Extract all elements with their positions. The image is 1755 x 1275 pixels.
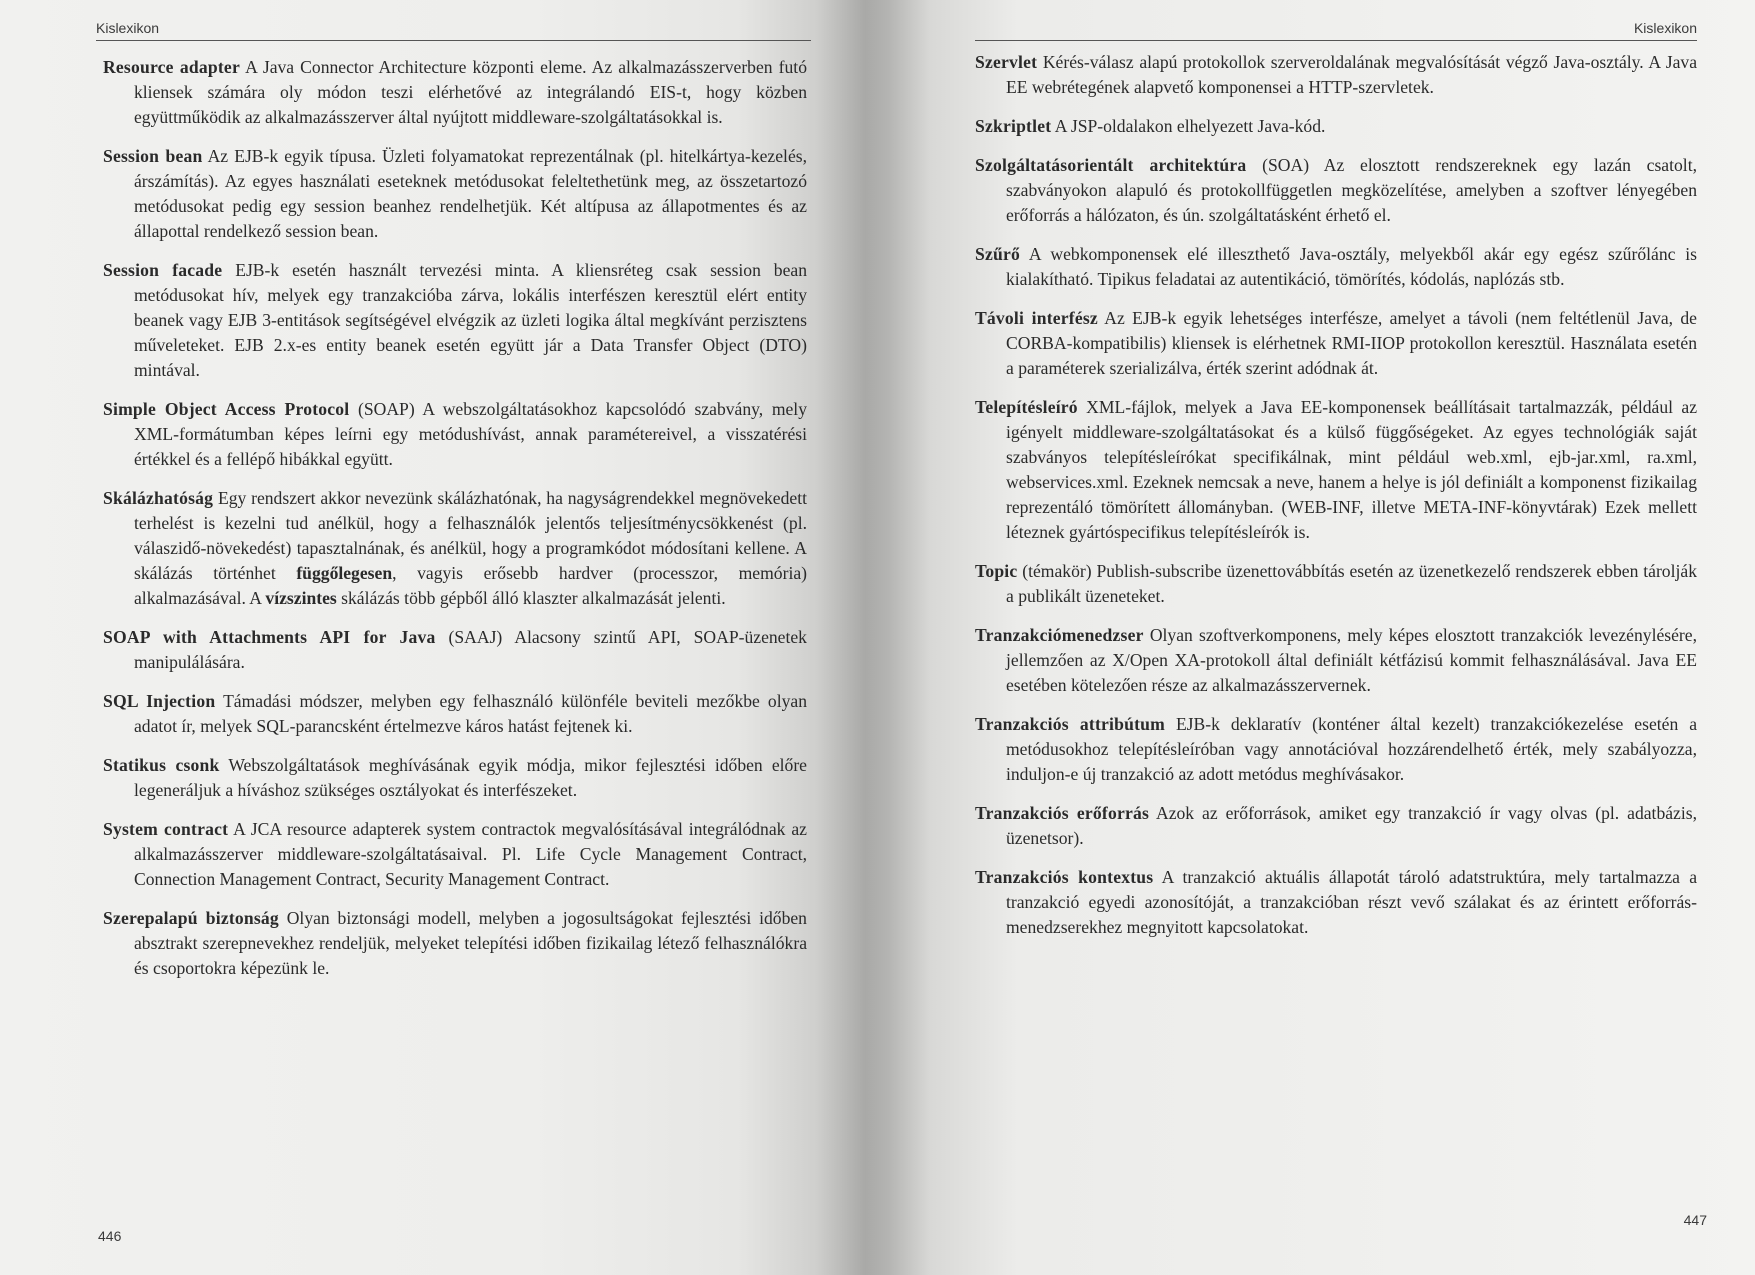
glossary-entry [103,753,807,803]
entry-definition: Olyan biztonsági modell, melyben a jogosultságokat fejlesztési időben absztrakt szerepnevekhez rendeljük, melyeket telepítési időben fizikailag létező felhasználókra és csoportokra képezünk le. [134,908,807,978]
glossary-entry [975,395,1697,545]
entry-term: Tranzakciómenedzser [975,625,1144,645]
glossary-entry [975,623,1697,698]
entry-term: Skálázhatóság [103,488,214,508]
glossary-entry [103,397,807,472]
entry-term: Resource adapter [103,57,240,77]
glossary-entry [103,625,807,675]
entry-term: Távoli interfész [975,308,1098,328]
entry-term: Telepítésleíró [975,397,1078,417]
glossary-entry [103,144,807,244]
entry-definition: A webkomponensek elé illeszthető Java-osztály, melyekből akár egy egész szűrőlánc is kialakítható. Tipikus feladatai az autentikáció, tömörítés, kódolás, naplózás stb. [1006,244,1697,289]
entry-definition: Az EJB-k egyik lehetséges interfésze, amelyet a távoli (nem feltétlenül Java, de CORBA-kompatibilis) kliensek is elérhetnek RMI-IIOP protokollon keresztül. Használata esetén a paraméterek szerializálva, érték szerint adódnak át. [1006,308,1697,378]
left-page [0,0,860,1275]
glossary-entry [975,242,1697,292]
header-rule [96,40,811,41]
entry-term: Session facade [103,260,223,280]
entry-definition: Olyan szoftverkomponens, mely képes elosztott tranzakciók levezénylésére, jellemzően az X/Open XA-protokoll által definiált kétfázisú kommit felhasználásával. Java EE esetében kötelezően része az alkalmazásszervernek. [1006,625,1697,695]
entry-term: Szolgáltatásorientált architektúra [975,155,1247,175]
emphasis-term: függőlegesen [296,563,393,583]
glossary-entry [975,559,1697,609]
entry-definition: EJB-k deklaratív (konténer által kezelt) tranzakciókezelése esetén a metódusokhoz telepítésleíróban vagy annotációval hozzárendelhető érték, mely szabályozza, induljon-e új tranzakció az adott metódus meghívásakor. [1006,714,1698,784]
entry-definition: Azok az erőforrások, amiket egy tranzakció ír vagy olvas (pl. adatbázis, üzenetsor). [1006,803,1697,848]
glossary-entry [103,486,807,611]
entry-definition: (SOAP) A webszolgáltatásokhoz kapcsolódó szabvány, mely XML-formátumban képes leírni egy metódushívást, annak paramétereivel, a visszatérési értékkel és a fellépő hibákkal együtt. [134,399,807,469]
entry-term: Szerepalapú biztonság [103,908,279,928]
entry-definition: Egy rendszert akkor nevezünk skálázhatónak, ha nagyságrendekkel megnövekedett terhelést is kezelni tud anélkül, hogy a felhasználók jelentős teljesítménycsökkenést (pl. válaszidő-növekedést) tapasztalnának, és anélkül, hogy a programkódot módosítani kellene. A skálázás történhet [134,488,807,583]
glossary-entry [975,865,1697,940]
entry-definition: XML-fájlok, melyek a Java EE-komponensek beállításait tartalmazzák, például az igényelt middleware-szolgáltatásokat és a külső függőségeket. Az egyes technológiák saját szabványos telepítésleírókat specifikálnak, mint például web.xml, ejb-jar.xml, ra.xml, webservices.xml. Ezeknek nemcsak a neve, hanem a helye is jól definiált a komponenst fizikailag reprezentáló tömörített állományban. (WEB-INF, illetve META-INF-könyvtárak) Ezek mellett léteznek gyártóspecifikus telepítésleírók is. [1006,397,1697,542]
glossary-entry [103,906,807,981]
emphasis-term: vízszintes [265,588,337,608]
entry-term: Simple Object Access Protocol [103,399,350,419]
entry-term: System contract [103,819,229,839]
entry-term: Tranzakciós kontextus [975,867,1154,887]
glossary-entries [975,50,1697,954]
entry-term: Session bean [103,146,203,166]
running-head: Kislexikon [1633,20,1697,36]
entry-definition: A JCA resource adapterek system contractok megvalósításával integrálódnak az alkalmazásszerver middleware-szolgáltatásaival. Pl. Life Cycle Management Contract, Connection Management Contract, Security Management Contract. [134,819,807,889]
right-page [930,0,1755,1275]
glossary-entry [975,50,1697,100]
glossary-entry [103,258,807,383]
entry-term: Tranzakciós attribútum [975,714,1165,734]
entry-term: SOAP with Attachments API for Java [103,627,436,647]
entry-term: SQL Injection [103,691,216,711]
entry-definition: Az EJB-k egyik típusa. Üzleti folyamatokat reprezentálnak (pl. hitelkártya-kezelés, árszámítás). Az egyes használati eseteknek metódusokat feleltethetünk meg, az összetartozó metódusokat pedig egy session beanhez rendelhetjük. Két altípusa az állapotmentes és az állapottal rendelkező session bean. [134,146,807,241]
glossary-entry [975,712,1697,787]
entry-definition: A JSP-oldalakon elhelyezett Java-kód. [1054,116,1326,136]
entry-term: Tranzakciós erőforrás [975,803,1150,823]
glossary-entries [103,55,807,995]
entry-definition: Webszolgáltatások meghívásának egyik módja, mikor fejlesztési időben előre legeneráljuk a híváshoz szükséges osztályokat és interfészeket. [134,755,807,800]
glossary-entry [103,689,807,739]
glossary-entry [975,153,1697,228]
entry-term: Statikus csonk [103,755,220,775]
header-rule [975,40,1697,41]
entry-definition: skálázás több gépből álló klaszter alkalmazását jelenti. [336,588,726,608]
glossary-entry [975,306,1697,381]
entry-definition: (SAAJ) Alacsony szintű API, SOAP-üzenetek manipulálására. [134,627,807,672]
entry-definition: EJB-k esetén használt tervezési minta. A kliensréteg csak session bean metódusokat hív, melyek egy tranzakcióba zárva, lokális interfészen keresztül elért entity beanek vagy EJB 3-entitások segítségével elvégzik az üzleti logika által megkívánt perzisztens műveleteket. EJB 2.x-es entity beanek esetén együtt jár a Data Transfer Object (DTO) mintával. [134,260,807,380]
page-number: 447 [1683,1212,1707,1228]
glossary-entry [975,114,1697,139]
entry-term: Szervlet [975,52,1038,72]
entry-definition: (SOA) Az elosztott rendszereknek egy lazán csatolt, szabványokon alapuló és protokollfüggetlen megközelítése, amelyben a szoftver lényegében erőforrás a hálózaton, és ún. szolgáltatásként érhető el. [1006,155,1697,225]
entry-definition: A tranzakció aktuális állapotát tároló adatstruktúra, mely tartalmazza a tranzakció egyedi azonosítóját, a tranzakcióban részt vevő szálakat és az érintett erőforrás-menedzserekhez megnyitott kapcsolatokat. [1006,867,1697,937]
glossary-entry [103,817,807,892]
entry-term: Szűrő [975,244,1020,264]
running-head: Kislexikon [96,20,160,36]
glossary-entry [103,55,807,130]
entry-definition: A Java Connector Architecture központi eleme. Az alkalmazásszerverben futó kliensek számára oly módon teszi elérhetővé az integrálandó EIS-t, hogy közben együttműködik az alkalmazásszerver által nyújtott middleware-szolgáltatásokkal is. [134,57,807,127]
entry-definition: (témakör) Publish-subscribe üzenettovábbítás esetén az üzenetkezelő rendszerek ebben tárolják a publikált üzeneteket. [1006,561,1697,606]
entry-term: Topic [975,561,1018,581]
page-number: 446 [98,1228,122,1244]
entry-term: Szkriptlet [975,116,1052,136]
entry-definition: Kérés-válasz alapú protokollok szerveroldalának megvalósítását végző Java-osztály. A Java EE webrétegének alapvető komponensei a HTTP-szervletek. [1006,52,1698,97]
entry-definition: Támadási módszer, melyben egy felhasználó különféle beviteli mezőkbe olyan adatot ír, melyek SQL-parancsként értelmezve káros hatást fejtenek ki. [134,691,807,736]
entry-definition: , vagyis erősebb hardver (processzor, memória) alkalmazásával. A [134,563,807,608]
glossary-entry [975,801,1697,851]
